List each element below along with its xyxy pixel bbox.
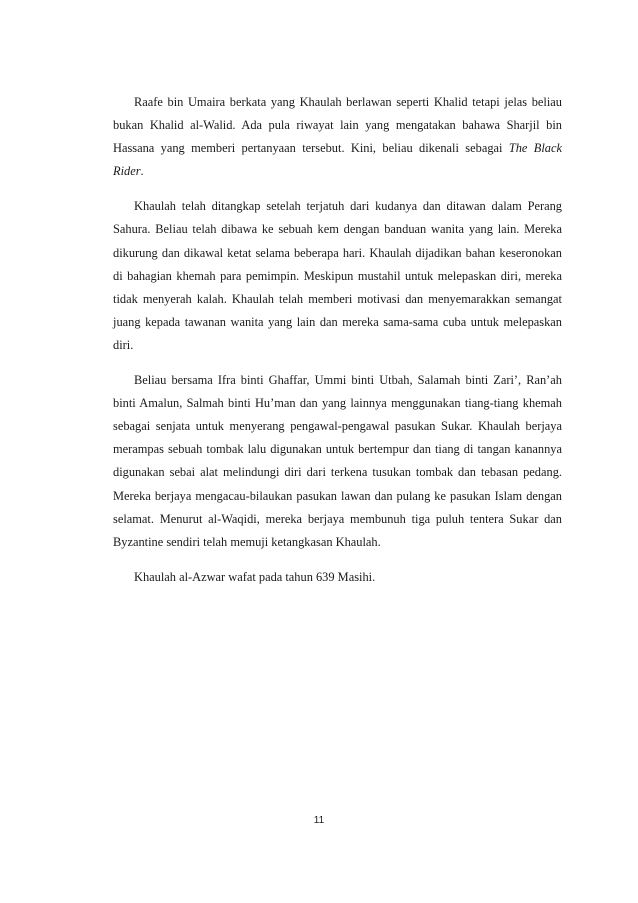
body-text — [113, 91, 562, 601]
paragraph-1 — [113, 91, 562, 183]
italic-title-the-black-rider: The Black Rider — [113, 141, 563, 179]
paragraph-4: Khaulah al-Azwar wafat pada tahun 639 Masihi. — [134, 569, 376, 584]
page-number: 11 — [313, 815, 325, 826]
paragraph-3: Beliau bersama Ifra binti Ghaffar, Ummi binti Utbah, Salamah binti Zari’, Ran’ah binti Amalun, Salmah binti Hu’man dan yang lainnya menggunakan tiang-tiang khemah sebagai senjata untuk menyerang pengawal-pengawal pasukan Sukar. Khaulah berjaya merampas sebuah tombak lalu digunakan untuk bertempur dan tiang di tangan kanannya digunakan sebai alat melindungi diri dari terkena tusukan tombak dan tebasan pedang. Mereka berjaya mengacau-bilaukan pasukan lawan dan pulang ke pasukan Islam dengan selamat. Menurut al-Waqidi, mereka berjaya membunuh tiga puluh tentera Sukar dan Byzantine sendiri telah memuji ketangkasan Khaulah. — [113, 373, 562, 549]
paragraph-2: Khaulah telah ditangkap setelah terjatuh dari kudanya dan ditawan dalam Perang Sahura. Beliau telah dibawa ke sebuah kem dengan banduan wanita yang lain. Mereka dikurung dan dikawal ketat selama beberapa hari. Khaulah dijadikan bahan keseronokan di bahagian khemah para pemimpin. Meskipun mustahil untuk melepaskan diri, mereka tidak menyerah kalah. Khaulah telah memberi motivasi dan menyemarakkan semangat juang kepada tawanan wanita yang lain dan mereka sama-sama cuba untuk melepaskan diri. — [113, 199, 562, 352]
paragraph-1-text: Raafe bin Umaira berkata yang Khaulah berlawan seperti Khalid tetapi jelas beliau bukan Khalid al-Walid. Ada pula riwayat lain yang mengatakan bahawa Sharjil bin Hassana yang memberi pertanyaan tersebut. Kini, beliau dikenali sebagai — [113, 95, 562, 156]
paragraph-1-end: . — [140, 164, 144, 179]
